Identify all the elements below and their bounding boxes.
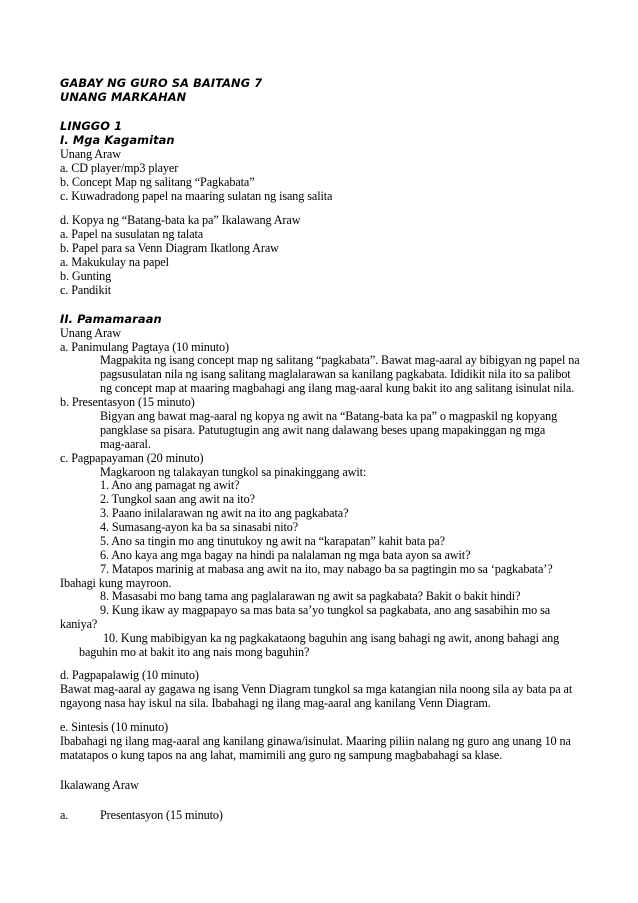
section-b-title: b. Presentasyon (15 minuto)	[60, 395, 195, 409]
list-letter: a.	[60, 808, 69, 822]
list-item: b. Concept Map ng salitang “Pagkabata”	[60, 175, 255, 189]
list-item: a. Papel na susulatan ng talata	[60, 227, 204, 241]
paragraph-line: pangklase sa pisara. Patutugtugin ang awit nang dalawang beses upang mapakinggan ng mga	[100, 423, 546, 437]
list-item: b. Papel para sa Venn Diagram Ikatlong Araw	[60, 241, 279, 255]
question-item: 2. Tungkol saan ang awit na ito?	[100, 492, 255, 506]
week-heading: LINGGO 1	[60, 119, 123, 133]
list-item: a. CD player/mp3 player	[60, 161, 179, 175]
paragraph-line: Magkaroon ng talakayan tungkol sa pinakinggang awit:	[100, 465, 367, 479]
question-item: 7. Matapos marinig at mabasa ang awit na ito, may nabago ba sa pagtingin mo sa ‘pagkabata’?	[100, 562, 553, 576]
paragraph-line: Magpakita ng isang concept map ng salitang “pagkabata”. Bawat mag-aaral ay bibigyan ng papel na	[100, 353, 580, 367]
paragraph-line: Bawat mag-aaral ay gagawa ng isang Venn Diagram tungkol sa mga katangian nila noong sila ay bata pa at	[60, 682, 573, 696]
paragraph-line: Ibahagi kung mayroon.	[60, 576, 172, 590]
paragraph-line: ngayong nasa hay iskul na sila. Ibabahagi ng ilang mag-aaral ang kanilang Venn Diagram.	[60, 696, 491, 710]
paragraph-line: baguhin mo at bakit ito ang nais mong baguhin?	[79, 645, 310, 659]
section-e-title: e. Sintesis (10 minuto)	[60, 720, 169, 734]
list-item: d. Kopya ng “Batang-bata ka pa” Ikalawang Araw	[60, 213, 301, 227]
question-item: 8. Masasabi mo bang tama ang paglalarawan ng awit sa pagkabata? Bakit o bakit hindi?	[100, 589, 521, 603]
question-item: 5. Ano sa tingin mo ang tinutukoy ng awit na “karapatan” kahit bata pa?	[100, 534, 445, 548]
section-a-title: a. Panimulang Pagtaya (10 minuto)	[60, 340, 229, 354]
question-item: 6. Ano kaya ang mga bagay na hindi pa nalalaman ng mga bata ayon sa awit?	[100, 548, 471, 562]
question-item: 1. Ano ang pamagat ng awit?	[100, 478, 240, 492]
question-item: 9. Kung ikaw ay magpapayo sa mas bata sa’yo tungkol sa pagkabata, ano ang sasabihin mo sa	[100, 603, 551, 617]
question-item: 10. Kung mabibigyan ka ng pagkakataong baguhin ang isang bahagi ng awit, anong bahagi ang	[103, 631, 560, 645]
paragraph-line: mag-aaral.	[100, 437, 151, 451]
paragraph-line: pagsusulatan nila ng isang salitang maglalarawan sa kanilang pagkabata. Ididikit nila ito sa palibot	[100, 367, 571, 381]
list-item: c. Kuwadradong papel na maaring sulatan ng isang salita	[60, 189, 333, 203]
quarter-title: UNANG MARKAHAN	[60, 90, 187, 104]
procedure-day2-label: Ikalawang Araw	[60, 778, 139, 792]
question-item: 3. Paano inilalarawan ng awit na ito ang pagkabata?	[100, 506, 349, 520]
section-title: Presentasyon (15 minuto)	[100, 808, 223, 822]
paragraph-line: Ibabahagi ng ilang mag-aaral ang kanilang ginawa/isinulat. Maaring piliin nalang ng guro ang unang 10 na	[60, 734, 571, 748]
materials-day1-label: Unang Araw	[60, 147, 121, 161]
section-d-title: d. Pagpapalawig (10 minuto)	[60, 668, 199, 682]
paragraph-line: Bigyan ang bawat mag-aaral ng kopya ng awit na “Batang-bata ka pa” o magpaskil ng kopyang	[100, 409, 558, 423]
paragraph-line: ng concept map at maaring magbahagi ang ilang mag-aaral kung bakit ito ang salitang isinulat nila.	[100, 381, 575, 395]
procedure-heading: II. Pamamaraan	[60, 312, 162, 326]
paragraph-line: kaniya?	[60, 617, 98, 631]
section-c-title: c. Pagpapayaman (20 minuto)	[60, 451, 204, 465]
list-item: b. Gunting	[60, 269, 112, 283]
question-item: 4. Sumasang-ayon ka ba sa sinasabi nito?	[100, 520, 299, 534]
procedure-day1-label: Unang Araw	[60, 326, 121, 340]
list-item: c. Pandikit	[60, 283, 112, 297]
materials-heading: I. Mga Kagamitan	[60, 133, 175, 147]
paragraph-line: matatapos o kung tapos na ang lahat, mamimili ang guro ng sampung magbabahagi sa klase.	[60, 748, 503, 762]
document-title: GABAY NG GURO SA BAITANG 7	[60, 76, 263, 90]
list-item: a. Makukulay na papel	[60, 255, 169, 269]
